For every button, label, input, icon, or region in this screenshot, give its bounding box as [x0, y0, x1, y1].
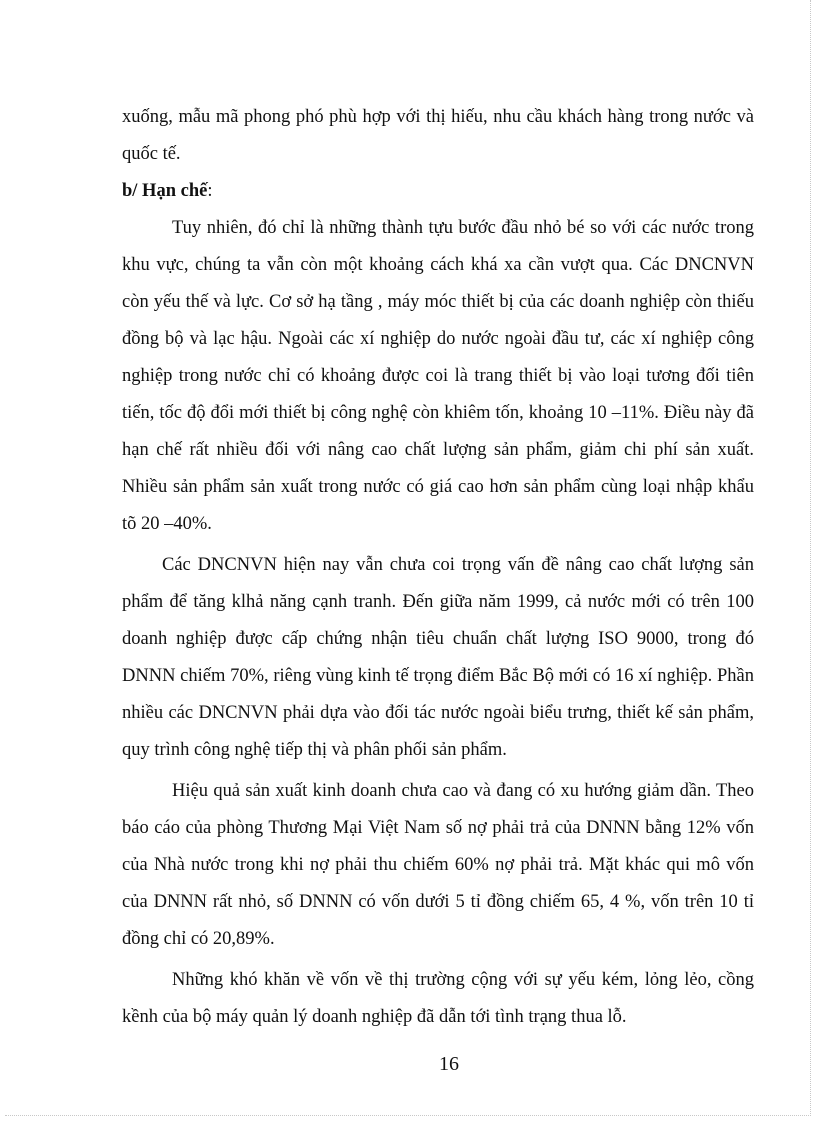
page-number-text: 16 — [439, 1053, 459, 1075]
intro-paragraph: xuống, mẫu mã phong phó phù hợp với thị hiếu, nhu cầu khách hàng trong nước và quốc tế. — [122, 107, 754, 164]
section-heading — [122, 173, 754, 210]
document-body — [122, 99, 754, 1036]
section-heading-colon: : — [207, 181, 213, 201]
paragraph-quality: Các DNCNVN hiện nay vẫn chưa coi trọng vấn đề nâng cao chất lượng sản phẩm để tăng klhả năng cạnh tranh. Đến giữa năm 1999, cả nước mới có trên 100 doanh nghiệp được cấp chứng nhận tiêu chuẩn chất lượng ISO 9000, trong đó DNNN chiếm 70%, riêng vùng kinh tế trọng điểm Bắc Bộ mới có 16 xí nghiệp. Phần nhiều các DNCNVN phải dựa vào đối tác nước ngoài biểu trưng, thiết kế sản phẩm, quy trình công nghệ tiếp thị và phân phối sản phẩm. — [122, 555, 754, 760]
paragraph-limitations: Tuy nhiên, đó chỉ là những thành tựu bước đầu nhỏ bé so với các nước trong khu vực, chúng ta vẫn còn một khoảng cách khá xa cần vượt qua. Các DNCNVN còn yếu thế và lực. Cơ sở hạ tầng , máy móc thiết bị của các doanh nghiệp còn thiếu đồng bộ và lạc hậu. Ngoài các xí nghiệp do nước ngoài đầu tư, các xí nghiệp công nghiệp trong nước chỉ có khoảng được coi là trang thiết bị vào loại tương đối tiên tiến, tốc độ đổi mới thiết bị công nghệ còn khiêm tốn, khoảng 10 –11%. Điều này đã hạn chế rất nhiều đối với nâng cao chất lượng sản phẩm, giảm chi phí sản xuất. Nhiều sản phẩm sản xuất trong nước có giá cao hơn sản phẩm cùng loại nhập khẩu tõ 20 –40%. — [122, 218, 754, 534]
paragraph-difficulties: Những khó khăn về vốn về thị trường cộng với sự yếu kém, lỏng lẻo, cồng kềnh của bộ máy quản lý doanh nghiệp đã dẫn tới tình trạng thua lỗ. — [122, 970, 754, 1027]
paragraph-efficiency: Hiệu quả sản xuất kinh doanh chưa cao và đang có xu hướng giảm dần. Theo báo cáo của phòng Thương Mại Việt Nam số nợ phải trả của DNNN bằng 12% vốn của Nhà nước trong khi nợ phải thu chiếm 60% nợ phải trả. Mặt khác qui mô vốn của DNNN rất nhỏ, số DNNN có vốn dưới 5 tỉ đồng chiếm 65, 4 %, vốn trên 10 tỉ đồng chỉ có 20,89%. — [122, 781, 754, 949]
section-heading-label: b/ Hạn chế — [122, 181, 208, 201]
page-number — [0, 1052, 816, 1076]
